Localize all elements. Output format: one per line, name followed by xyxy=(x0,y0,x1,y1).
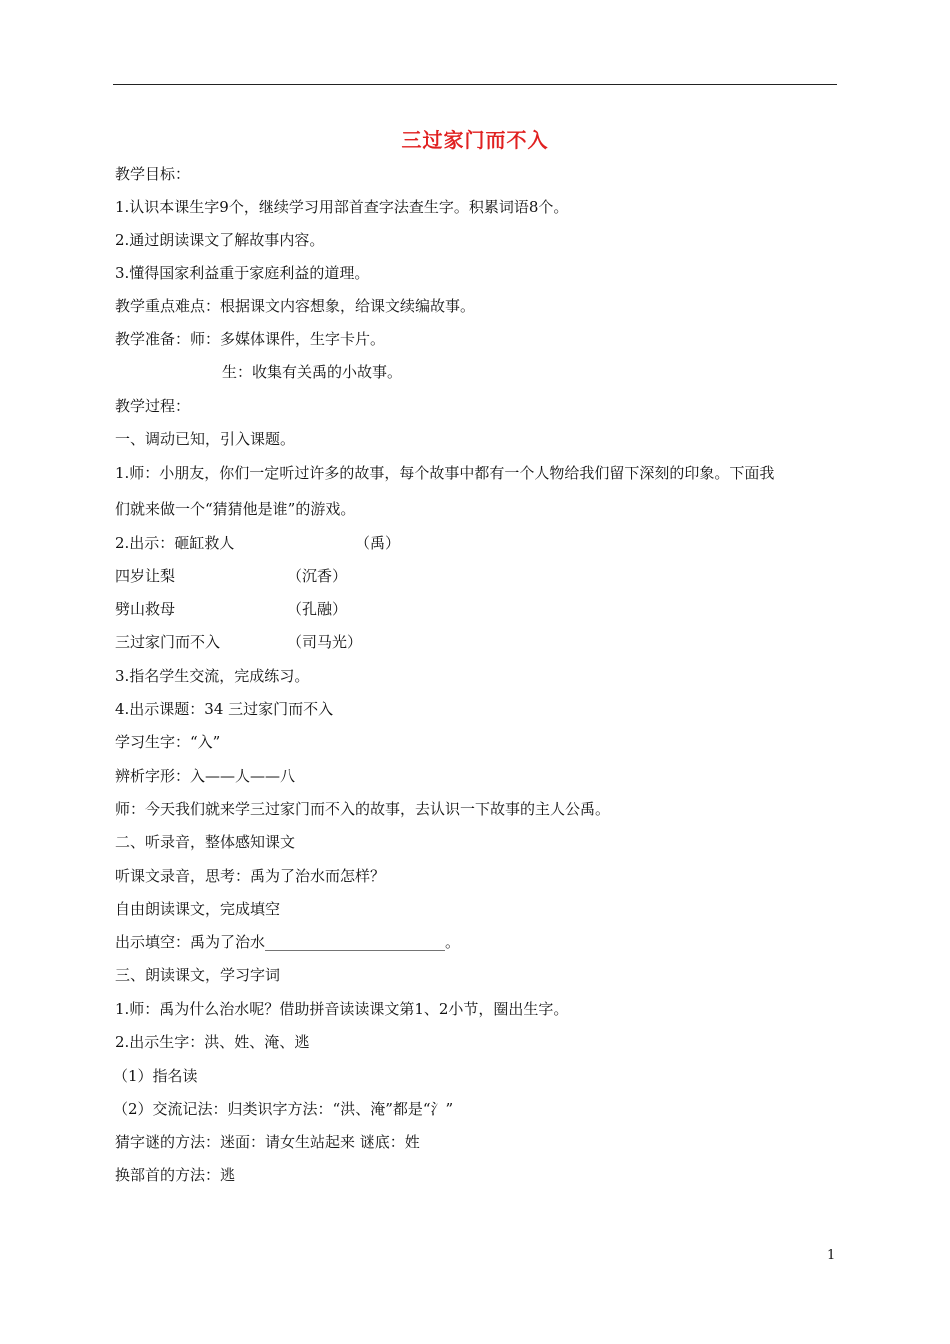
text-line: 2.出示生字：洪、姓、淹、逃 xyxy=(115,1033,310,1051)
text-line: （2）交流记法：归类识字方法：“洪、淹”都是“氵” xyxy=(113,1100,454,1118)
text-line: 教学目标： xyxy=(115,165,191,183)
text-line: 4.出示课题：34 三过家门而不入 xyxy=(115,700,334,718)
text-line: 们就来做一个“猜猜他是谁”的游戏。 xyxy=(115,500,356,518)
text-line: 3.懂得国家利益重于家庭利益的道理。 xyxy=(115,264,370,282)
fill-blank-line: 出示填空：禹为了治水________________________。 xyxy=(115,933,461,951)
text-line: 学习生字：“入” xyxy=(115,733,221,751)
header-rule xyxy=(113,84,837,85)
text-line: 教学重点难点：根据课文内容想象，给课文续编故事。 xyxy=(115,297,476,315)
text-line: 2.通过朗读课文了解故事内容。 xyxy=(115,231,325,249)
text-line: 1.师：小朋友，你们一定听过许多的故事，每个故事中都有一个人物给我们留下深刻的印象。下面我 xyxy=(115,464,775,482)
page-title: 三过家门而不入 xyxy=(401,128,549,152)
matching-left-item: 四岁让梨 xyxy=(115,567,176,585)
matching-row xyxy=(115,533,234,553)
text-line: 1.师：禹为什么治水呢？借助拼音读读课文第1、2小节，圈出生字。 xyxy=(115,1000,569,1018)
text-line: 一、调动已知，引入课题。 xyxy=(115,430,296,448)
text-line: （1）指名读 xyxy=(113,1067,198,1085)
matching-right-item: （禹） xyxy=(355,534,401,552)
text-line: 1.认识本课生字9个，继续学习用部首查字法查生字。积累词语8个。 xyxy=(115,198,569,216)
text-line: 换部首的方法：逃 xyxy=(115,1166,236,1184)
text-line: 听课文录音，思考：禹为了治水而怎样？ xyxy=(115,867,386,885)
matching-right-item: （孔融） xyxy=(287,600,348,618)
matching-left-item: 劈山救母 xyxy=(115,600,176,618)
matching-left-item: 砸缸救人 xyxy=(174,534,235,552)
matching-right-item: （沉香） xyxy=(287,567,348,585)
text-line: 师：今天我们就来学三过家门而不入的故事，去认识一下故事的主人公禹。 xyxy=(115,800,611,818)
text-line: 辨析字形：入——人——八 xyxy=(115,767,296,785)
text-line: 生：收集有关禹的小故事。 xyxy=(222,363,403,381)
text-line: 3.指名学生交流，完成练习。 xyxy=(115,667,310,685)
text-line: 二、听录音，整体感知课文 xyxy=(115,833,296,851)
matching-right-item: （司马光） xyxy=(287,633,363,651)
matching-left-item: 三过家门而不入 xyxy=(115,633,221,651)
text-line: 猜字谜的方法：迷面：请女生站起来 谜底：姓 xyxy=(115,1133,420,1151)
page-number: 1 xyxy=(827,1248,836,1263)
text-line: 自由朗读课文，完成填空 xyxy=(115,900,281,918)
matching-prefix: 2.出示： xyxy=(115,534,175,552)
text-line: 教学准备：师：多媒体课件，生字卡片。 xyxy=(115,330,386,348)
text-line: 三、朗读课文，学习字词 xyxy=(115,966,281,984)
text-line: 教学过程： xyxy=(115,397,191,415)
